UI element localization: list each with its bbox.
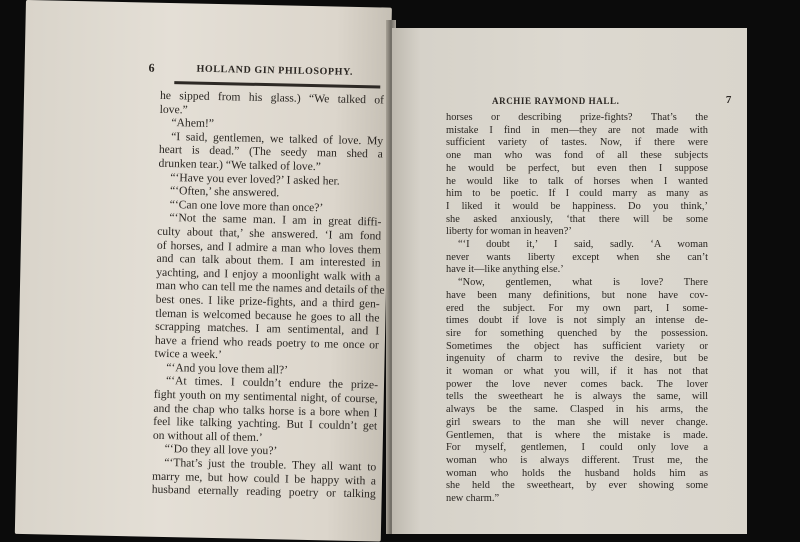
right-page-text [446, 112, 708, 506]
text-line: he would be perfect, but even then I suppose [446, 162, 708, 174]
text-line: girl swears to the man she will never change. [446, 416, 708, 428]
text-line: “Ahem!” [171, 116, 215, 131]
text-line: new charm.” [446, 493, 500, 505]
text-line: yachting, and I enjoy a moonlight walk with a [156, 265, 381, 284]
text-line: feel like talking yachting. But I couldn’t get [153, 415, 378, 433]
text-line: one man who was fond of all these subjects [446, 150, 708, 162]
left-page [15, 0, 392, 542]
text-line: tells the sweetheart he is always the same, will [446, 391, 708, 403]
text-line: he would like to talk of horses when I wanted [446, 175, 708, 187]
text-line: fight youth on my sentimental night, of course, [153, 387, 378, 406]
text-line: marry me, but how could I be happy with a [151, 469, 377, 488]
text-line: heart is dead.” (The seedy man shed a [158, 143, 383, 161]
text-line: tleman is welcomed because he goes to all the [155, 306, 380, 324]
text-line: “Now, gentlemen, what is love? There [458, 277, 708, 289]
text-line: “‘At times. I couldn’t endure the prize- [165, 374, 379, 392]
text-line: have a friend who reads poetry to me once or [154, 333, 379, 352]
text-line: mistake I find in men—they are not made with [446, 124, 708, 136]
text-line: “‘I doubt it,’ I said, sadly. ‘A woman [458, 239, 708, 251]
text-line: it woman or what you will, if it has not that [446, 366, 708, 378]
left-page-number: 6 [148, 60, 156, 75]
right-page [392, 28, 747, 534]
right-page-number: 7 [725, 94, 732, 106]
text-line: and the chap who talks horse is a bore when I [153, 401, 378, 420]
text-line: of horses, and I admire a man who loves them [156, 238, 381, 257]
text-line: “‘Have you ever loved?’ I asked her. [170, 170, 340, 188]
text-line: culty about that,’ she answered. ‘I am fond [157, 224, 382, 243]
text-line: husband eternally reading poetry or talking [151, 482, 376, 501]
text-line: power the love never comes back. The lover [446, 378, 708, 390]
left-running-header [148, 61, 388, 84]
text-line: on without all of them.’ [152, 428, 263, 444]
left-page-text [152, 89, 384, 501]
text-line: “‘And you love them all?’ [166, 360, 289, 377]
text-line: he sipped from his glass.) “We talked of [159, 88, 385, 107]
text-line: Gentlemen, that is where the mistake is made. [446, 429, 708, 441]
text-line: liberty for woman in heaven?’ [446, 226, 572, 238]
text-line: never wants liberty except when she can’t [446, 251, 708, 263]
text-line: ered the subject. For my own part, I some- [446, 302, 708, 314]
text-line: love.” [159, 102, 188, 117]
text-line: ingenuity of charm to revive the desire, but be [446, 353, 708, 365]
text-line: woman who holds the husband holds him as [446, 467, 708, 479]
text-line: have been many definitions, but none have cov- [446, 289, 708, 301]
text-line: twice a week.’ [154, 347, 223, 362]
text-line: always be the same. Clasped in his arms, the [446, 404, 708, 416]
text-line: scrapping matches. I am sentimental, and I [155, 319, 380, 338]
text-line: “‘Not the same man. I am in great diffi- [169, 211, 382, 229]
text-line: For myself, gentlemen, I could only love a [446, 442, 708, 454]
text-line: “‘That’s just the trouble. They all want to [164, 456, 377, 474]
text-line: she held the sweetheart, by ever showing some [446, 480, 708, 492]
text-line: drunken tear.) “We talked of love.” [158, 156, 321, 174]
text-line: him to be poetic. If I could marry as many as [446, 188, 708, 200]
text-line: “‘Often,’ she answered. [169, 184, 280, 200]
text-line: woman who is always different. Trust me, the [446, 454, 708, 466]
text-line: “‘Can one love more than once?’ [169, 197, 324, 215]
text-line: Sometimes the object has sufficient variety or [446, 340, 708, 352]
text-line: she asked anxiously, ‘that there will be some [446, 213, 708, 225]
text-line: sire for something quenched by the possession. [446, 327, 708, 339]
text-line: have it—like anything else.’ [446, 264, 564, 276]
left-running-head: HOLLAND GIN PHILOSOPHY. [196, 63, 354, 78]
text-line: best ones. I like prize-fights, and a third gen- [155, 292, 380, 311]
text-line: times doubt if love is not simply an intense de- [446, 315, 708, 327]
right-running-header [492, 94, 736, 110]
text-line: man who can tell me the names and details of the [155, 279, 385, 297]
text-line: and can talk about them. I am interested in [156, 251, 381, 270]
text-line: horses or describing prize-fights? That’s the [446, 112, 708, 123]
right-running-head: ARCHIE RAYMOND HALL. [492, 96, 620, 106]
text-line: “I said, gentlemen, we talked of love. My [171, 129, 384, 148]
text-line: I liked it would be happiness. Do you think,’ [446, 200, 708, 212]
text-line: sufficient variety of tastes. Now, if there were [446, 137, 708, 149]
text-line: “‘Do they all love you?’ [164, 442, 278, 458]
